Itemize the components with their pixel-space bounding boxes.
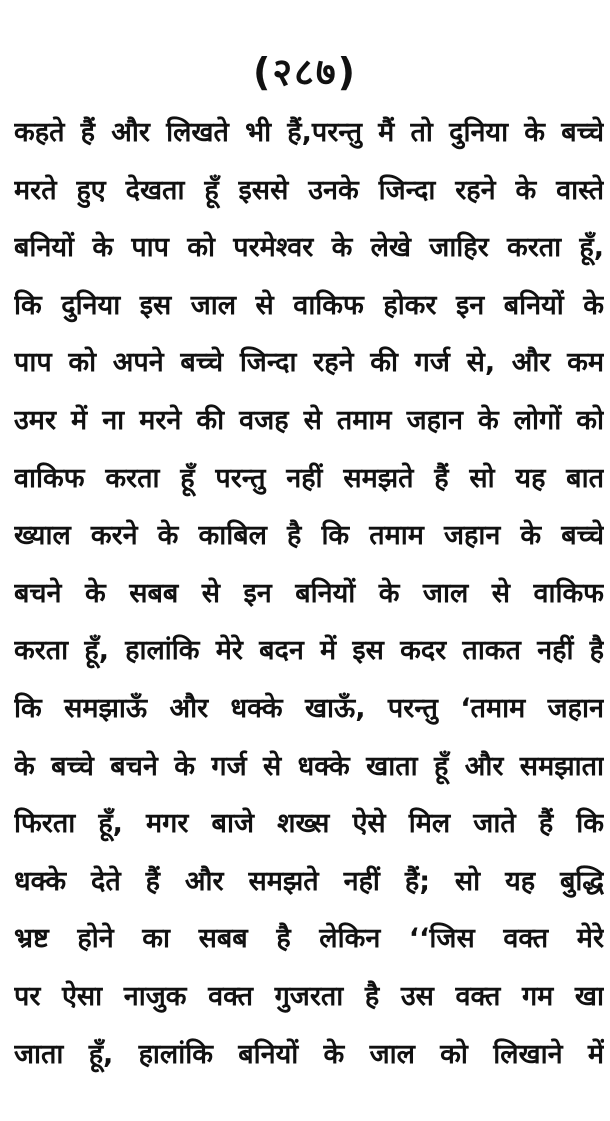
text-line: जाता हूँ, हालांकि बनियों के जाल को लिखाने में (14, 1038, 604, 1070)
text-line: उमर में ना मरने की वजह से तमाम जहान के लोगों को (14, 404, 604, 436)
text-line: करता हूँ, हालांकि मेरे बदन में इस कदर ताकत नहीं है (14, 635, 604, 667)
text-line: कि समझाऊँ और धक्के खाऊँ, परन्तु ‘तमाम जहान (14, 692, 604, 724)
text-line: पर ऐसा नाजुक वक्त गुजरता है उस वक्त गम खा (14, 980, 604, 1012)
text-line: ख्याल करने के काबिल है कि तमाम जहान के बच्चे (14, 520, 604, 552)
text-line: बचने के सबब से इन बनियों के जाल से वाकिफ (14, 577, 604, 609)
text-line: बनियों के पाप को परमेश्वर के लेखे जाहिर करता हूँ, (14, 232, 604, 264)
body-text (14, 104, 604, 1083)
text-line: धक्के देते हैं और समझते नहीं हैं; सो यह बुद्धि (14, 865, 604, 897)
page-number: (२८७) (252, 50, 357, 94)
text-line: मरते हुए देखता हूँ इससे उनके जिन्दा रहने के वास्ते (14, 174, 604, 206)
text-line: फिरता हूँ, मगर बाजे शख्स ऐसे मिल जाते हैं कि (14, 808, 604, 840)
text-line: वाकिफ करता हूँ परन्तु नहीं समझते हैं सो यह बात (14, 462, 604, 494)
text-line: भ्रष्ट होने का सबब है लेकिन ‘‘जिस वक्त मेरे (14, 923, 604, 955)
text-line: के बच्चे बचने के गर्ज से धक्के खाता हूँ और समझाता (14, 750, 604, 782)
text-line: पाप को अपने बच्चे जिन्दा रहने की गर्ज से, और कम (14, 347, 604, 379)
text-line: कहते हैं और लिखते भी हैं,परन्तु मैं तो दुनिया के बच्चे (14, 117, 604, 148)
text-line: कि दुनिया इस जाल से वाकिफ होकर इन बनियों के (14, 289, 604, 321)
